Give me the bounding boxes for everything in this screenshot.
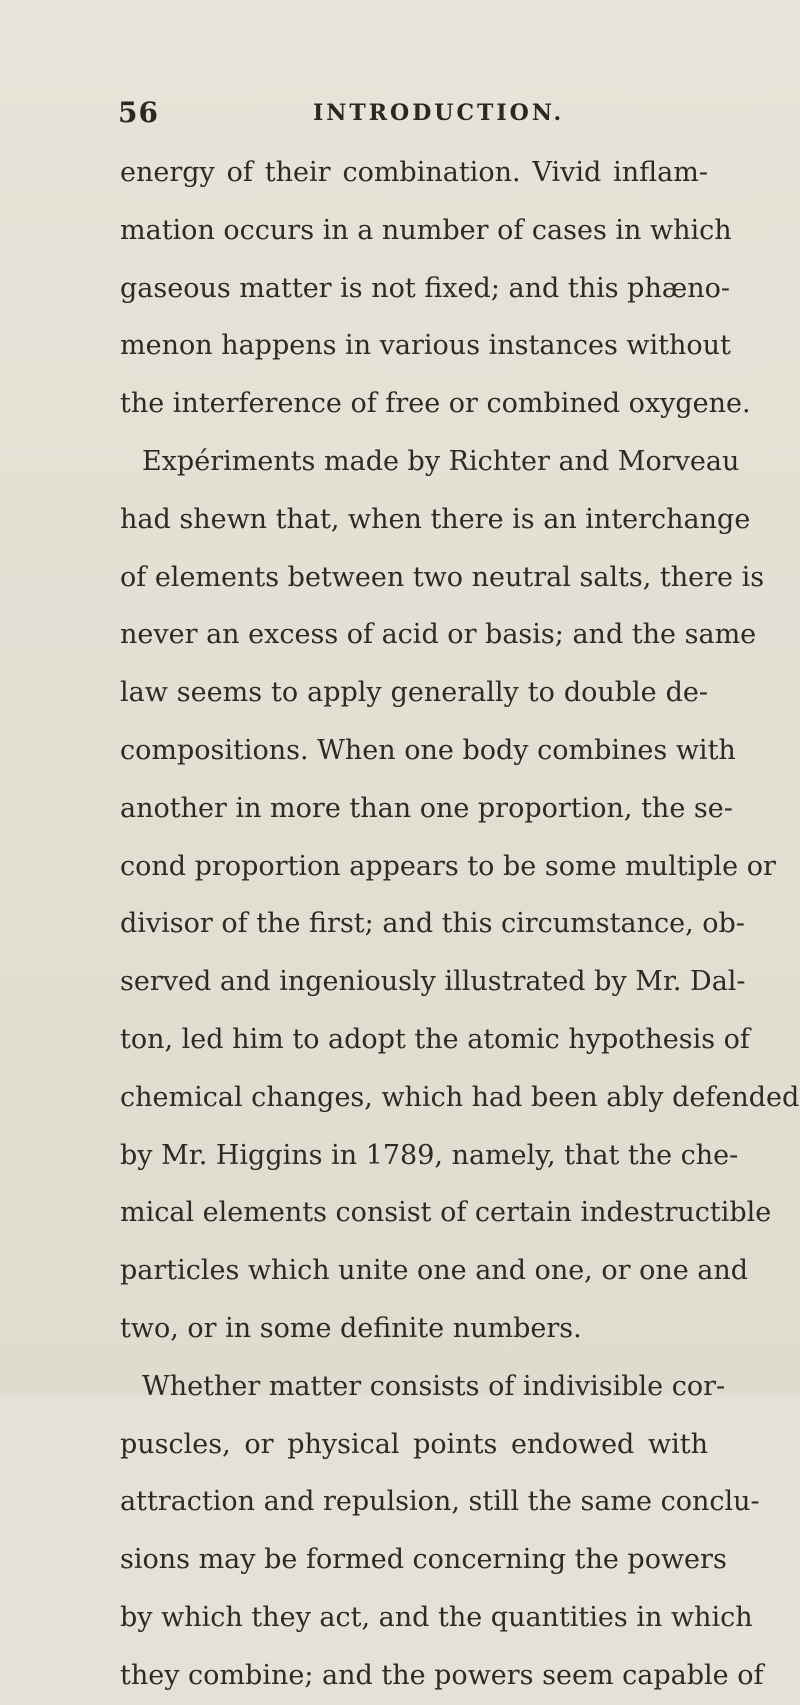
page-number: 56 — [118, 96, 159, 129]
text-line: compositions. When one body combines with — [120, 734, 736, 766]
text-line: by which they act, and the quantities in which — [120, 1601, 753, 1633]
text-line: mical elements consist of certain indestructible — [120, 1197, 772, 1229]
text-line: another in more than one proportion, the se- — [120, 792, 733, 824]
text-line: divisor of the first; and this circumstance, ob- — [120, 908, 745, 940]
text-line: chemical changes, which had been ably defended — [120, 1081, 800, 1113]
text-line: had shewn that, when there is an interchange — [120, 503, 751, 535]
text-line: mation occurs in a number of cases in which — [120, 214, 732, 246]
text-line: of elements between two neutral salts, there is — [120, 561, 765, 593]
text-line: cond proportion appears to be some multiple or — [120, 850, 776, 882]
body-text — [120, 144, 800, 1705]
text-line: particles which unite one and one, or one and — [120, 1255, 749, 1287]
text-line: ton, led him to adopt the atomic hypothesis of — [120, 1023, 750, 1055]
text-line: law seems to apply generally to double de- — [120, 677, 708, 709]
text-line: attraction and repulsion, still the same conclu- — [120, 1486, 760, 1518]
text-line: gaseous matter is not fixed; and this phæno- — [120, 272, 730, 304]
text-line: menon happens in various instances without — [120, 330, 731, 362]
text-line: Expériments made by Richter and Morveau — [142, 445, 740, 477]
page-header — [118, 96, 718, 136]
text-line: by Mr. Higgins in 1789, namely, that the che- — [120, 1139, 739, 1171]
text-line: sions may be formed concerning the powers — [120, 1544, 727, 1576]
running-head: INTRODUCTION. — [313, 100, 565, 126]
text-line: they combine; and the powers seem capable of — [120, 1659, 764, 1691]
text-line: the interference of free or combined oxygene. — [120, 388, 751, 420]
text-line: two, or in some definite numbers. — [120, 1312, 582, 1344]
text-line: never an excess of acid or basis; and the same — [120, 619, 757, 651]
text-line: puscles, or physical points endowed with — [120, 1428, 708, 1460]
text-line: Whether matter consists of indivisible cor- — [142, 1370, 726, 1402]
text-line: served and ingeniously illustrated by Mr. Dal- — [120, 966, 746, 998]
text-line: energy of their combination. Vivid inflam- — [120, 157, 708, 188]
